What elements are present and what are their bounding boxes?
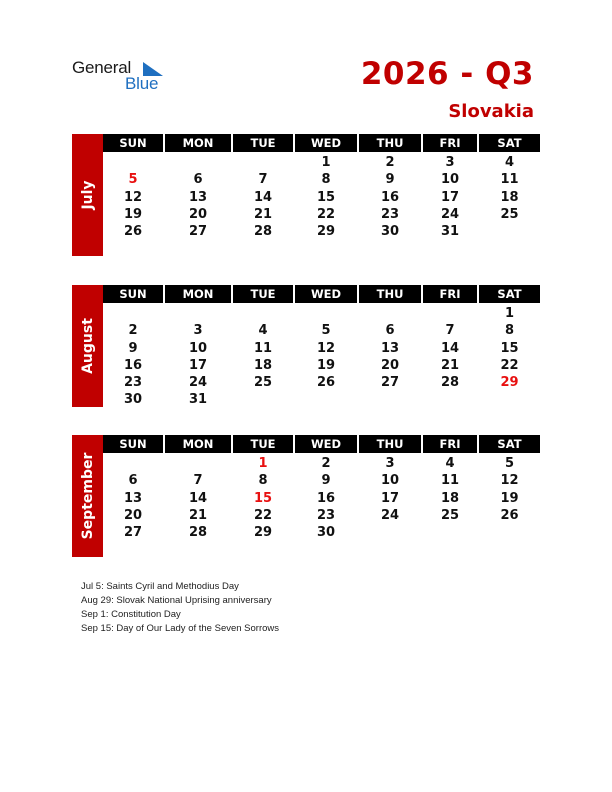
- day-cell: 4: [258, 323, 268, 339]
- month-block-august: [72, 285, 540, 407]
- empty-day-cell: [295, 305, 357, 322]
- weekday-header: [103, 435, 540, 453]
- logo: [72, 58, 172, 98]
- day-cell: 24: [188, 375, 208, 391]
- weekday-sun: SUN: [103, 134, 163, 152]
- day-cell: 7: [445, 323, 455, 339]
- day-cell: 17: [380, 490, 400, 506]
- month-grid: [103, 285, 540, 409]
- month-block-july: [72, 134, 540, 256]
- day-cell: 13: [123, 490, 143, 506]
- empty-day-cell: [103, 455, 163, 472]
- empty-day-cell: [359, 524, 421, 541]
- day-cell: 1: [321, 155, 331, 170]
- day-cell: 5: [128, 172, 138, 188]
- weekday-header: [103, 285, 540, 303]
- weeks: [103, 305, 540, 409]
- empty-day-cell: [103, 305, 163, 322]
- day-cell: 1: [504, 306, 515, 321]
- page-title: 2026 - Q3: [360, 56, 534, 92]
- week-row: [103, 340, 540, 357]
- day-cell: 28: [440, 375, 460, 391]
- day-cell: 14: [188, 490, 208, 506]
- empty-day-cell: [295, 391, 357, 408]
- day-cell: 14: [253, 189, 273, 205]
- weekday-sat: SAT: [479, 285, 540, 303]
- day-cell: 2: [385, 155, 395, 170]
- day-cell: 24: [440, 206, 460, 222]
- week-row: [103, 189, 540, 206]
- day-cell: 3: [385, 456, 395, 471]
- day-cell: 12: [316, 340, 336, 356]
- week-row: [103, 357, 540, 374]
- month-grid: [103, 435, 540, 541]
- empty-day-cell: [423, 305, 477, 322]
- week-row: [103, 507, 540, 524]
- day-cell: 13: [380, 340, 400, 356]
- weekday-sun: SUN: [103, 285, 163, 303]
- week-row: [103, 154, 540, 171]
- weekday-mon: MON: [165, 134, 231, 152]
- day-cell: 17: [188, 357, 208, 373]
- holiday-note: Sep 1: Constitution Day: [81, 609, 181, 620]
- month-name: August: [79, 318, 96, 374]
- day-cell: 28: [188, 525, 208, 541]
- day-cell: 31: [440, 224, 460, 240]
- weekday-wed: WED: [295, 134, 357, 152]
- weekday-fri: FRI: [423, 285, 477, 303]
- day-cell: 23: [123, 375, 143, 391]
- day-cell: 12: [500, 473, 519, 489]
- day-cell: 20: [380, 357, 400, 373]
- week-row: [103, 223, 540, 240]
- day-cell: 30: [123, 392, 143, 408]
- day-cell: 8: [321, 172, 331, 188]
- day-cell: 9: [385, 172, 395, 188]
- day-cell: 26: [316, 375, 336, 391]
- day-cell: 12: [123, 189, 143, 205]
- week-row: [103, 490, 540, 507]
- month-label-bar: [72, 285, 103, 407]
- empty-day-cell: [233, 305, 293, 322]
- day-cell: 19: [123, 206, 143, 222]
- day-cell: 16: [380, 189, 400, 205]
- day-cell: 8: [504, 323, 515, 339]
- day-cell: 26: [500, 507, 519, 523]
- empty-day-cell: [359, 391, 421, 408]
- day-cell: 15: [500, 340, 519, 356]
- month-label-bar: [72, 134, 103, 256]
- logo-text-blue: Blue: [125, 74, 159, 93]
- empty-day-cell: [423, 391, 477, 408]
- day-cell: 28: [253, 224, 273, 240]
- day-cell: 17: [440, 189, 460, 205]
- day-cell: 3: [193, 323, 203, 339]
- day-cell: 6: [128, 473, 138, 489]
- weekday-tue: TUE: [233, 435, 293, 453]
- day-cell: 2: [128, 323, 138, 339]
- day-cell: 3: [445, 155, 455, 170]
- empty-day-cell: [103, 154, 163, 171]
- day-cell: 10: [188, 340, 208, 356]
- day-cell: 4: [445, 456, 455, 471]
- day-cell: 2: [321, 456, 331, 471]
- day-cell: 25: [500, 206, 519, 222]
- day-cell: 20: [188, 206, 208, 222]
- week-row: [103, 472, 540, 489]
- day-cell: 18: [500, 189, 519, 205]
- day-cell: 27: [380, 375, 400, 391]
- weekday-mon: MON: [165, 435, 231, 453]
- weekday-thu: THU: [359, 285, 421, 303]
- day-cell: 21: [188, 507, 208, 523]
- week-row: [103, 171, 540, 188]
- day-cell: 25: [253, 375, 273, 391]
- holiday-notes: [81, 580, 279, 636]
- day-cell: 30: [380, 224, 400, 240]
- weekday-fri: FRI: [423, 435, 477, 453]
- country-name: Slovakia: [448, 101, 534, 122]
- day-cell: 5: [321, 323, 331, 339]
- day-cell: 6: [193, 172, 203, 188]
- empty-day-cell: [165, 305, 231, 322]
- month-grid: [103, 134, 540, 240]
- week-row: [103, 391, 540, 408]
- day-cell: 7: [193, 473, 203, 489]
- weeks: [103, 455, 540, 541]
- day-cell: 14: [440, 340, 460, 356]
- day-cell: 9: [128, 340, 138, 356]
- empty-day-cell: [359, 305, 421, 322]
- day-cell: 6: [385, 323, 395, 339]
- holiday-note: Jul 5: Saints Cyril and Methodius Day: [81, 581, 239, 592]
- day-cell: 11: [440, 473, 460, 489]
- day-cell: 29: [253, 525, 273, 541]
- empty-day-cell: [165, 154, 231, 171]
- weekday-tue: TUE: [233, 285, 293, 303]
- week-row: [103, 374, 540, 391]
- day-cell: 15: [316, 189, 336, 205]
- weekday-sun: SUN: [103, 435, 163, 453]
- month-name: July: [79, 180, 96, 210]
- day-cell: 23: [316, 507, 336, 523]
- day-cell: 26: [123, 224, 143, 240]
- weekday-fri: FRI: [423, 134, 477, 152]
- weekday-wed: WED: [295, 435, 357, 453]
- day-cell: 25: [440, 507, 460, 523]
- weekday-mon: MON: [165, 285, 231, 303]
- day-cell: 22: [316, 206, 336, 222]
- week-row: [103, 322, 540, 339]
- day-cell: 18: [440, 490, 460, 506]
- day-cell: 11: [500, 172, 519, 188]
- day-cell: 16: [316, 490, 336, 506]
- logo-text-general: General: [72, 58, 132, 77]
- day-cell: 29: [500, 375, 519, 391]
- weeks: [103, 154, 540, 240]
- day-cell: 15: [253, 490, 273, 506]
- day-cell: 18: [253, 357, 273, 373]
- empty-day-cell: [233, 391, 293, 408]
- day-cell: 10: [380, 473, 400, 489]
- holiday-note: Sep 15: Day of Our Lady of the Seven Sorrows: [81, 623, 280, 634]
- week-row: [103, 305, 540, 322]
- day-cell: 1: [258, 456, 268, 471]
- week-row: [103, 524, 540, 541]
- day-cell: 7: [258, 172, 268, 188]
- weekday-wed: WED: [295, 285, 357, 303]
- empty-day-cell: [479, 524, 540, 541]
- empty-day-cell: [423, 524, 477, 541]
- day-cell: 31: [188, 392, 208, 408]
- week-row: [103, 206, 540, 223]
- month-label-bar: [72, 435, 103, 557]
- day-cell: 4: [504, 155, 515, 170]
- day-cell: 9: [321, 473, 331, 489]
- day-cell: 11: [253, 340, 273, 356]
- day-cell: 22: [500, 357, 519, 373]
- weekday-sat: SAT: [479, 435, 540, 453]
- day-cell: 16: [123, 357, 143, 373]
- day-cell: 29: [316, 224, 336, 240]
- day-cell: 23: [380, 206, 400, 222]
- empty-day-cell: [165, 455, 231, 472]
- weekday-tue: TUE: [233, 134, 293, 152]
- day-cell: 30: [316, 525, 336, 541]
- day-cell: 24: [380, 507, 400, 523]
- month-name: September: [79, 452, 96, 540]
- day-cell: 21: [253, 206, 273, 222]
- day-cell: 20: [123, 507, 143, 523]
- day-cell: 22: [253, 507, 273, 523]
- day-cell: 5: [504, 456, 515, 471]
- day-cell: 13: [188, 189, 208, 205]
- weekday-thu: THU: [359, 134, 421, 152]
- day-cell: 8: [258, 473, 268, 489]
- empty-day-cell: [479, 391, 540, 408]
- empty-day-cell: [479, 223, 540, 240]
- weekday-sat: SAT: [479, 134, 540, 152]
- weekday-header: [103, 134, 540, 152]
- day-cell: 10: [440, 172, 460, 188]
- day-cell: 19: [500, 490, 519, 506]
- weekday-thu: THU: [359, 435, 421, 453]
- week-row: [103, 455, 540, 472]
- day-cell: 27: [188, 224, 208, 240]
- day-cell: 27: [123, 525, 143, 541]
- day-cell: 21: [440, 357, 460, 373]
- day-cell: 19: [316, 357, 336, 373]
- month-block-september: [72, 435, 540, 557]
- empty-day-cell: [233, 154, 293, 171]
- holiday-note: Aug 29: Slovak National Uprising anniversary: [81, 595, 272, 606]
